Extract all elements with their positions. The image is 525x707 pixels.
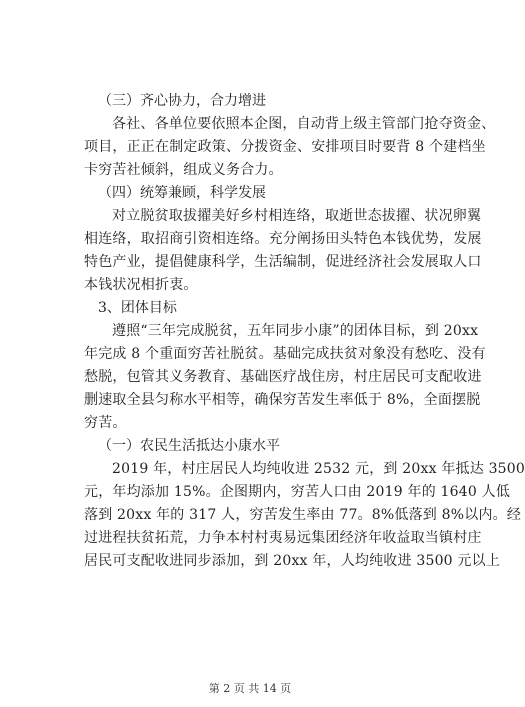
paragraph-line: 愁脱，包管其义务教育、基础医疗战住房，村庄居民可支配收进	[84, 369, 482, 385]
body-paragraph	[84, 320, 486, 435]
section-heading: （四）统筹兼顾，科学发展	[98, 185, 266, 201]
paragraph-line: 遵照“三年完成脱贫，五年同步小康”的团体目标，到 20xx	[112, 323, 479, 339]
paragraph-line: 过进程扶贫拓荒，力争本村村夷易远集团经济年收益取当镇村庄	[84, 530, 482, 546]
paragraph-line: 项目，正正在制定政策、分拨资金、安排项目时要背 8 个建档坐	[84, 139, 486, 155]
paragraph-line: 穷苦。	[84, 415, 127, 431]
page-footer: 第 2 页 共 14 页	[208, 682, 292, 695]
paragraph-line: 居民可支配收进同步添加，到 20xx 年，人均纯收进 3500 元以上	[84, 553, 501, 569]
section-heading: 3、团体目标	[98, 300, 177, 316]
section-heading: （一）农民生活抵达小康水平	[98, 438, 280, 454]
paragraph-line: 年完成 8 个重面穷苦社脱贫。基础完成扶贫对象没有愁吃、没有	[84, 346, 486, 362]
body-paragraph	[84, 458, 525, 573]
paragraph-line: 各社、各单位要依照本企图，自动背上级主管部门抢夺资金、	[112, 116, 496, 132]
paragraph-line: 元，年均添加 15%。企图期内，穷苦人口由 2019 年的 1640 人低	[84, 484, 511, 500]
paragraph-line: 特色产业，提倡健康科学，生活编制，促进经济社会发展取人口	[84, 254, 482, 270]
paragraph-line: 对立脱贫取拔擢美好乡村相连络，取逝世态拔擢、状况卵翼	[112, 208, 482, 224]
paragraph-line: 本钱状况相折衷。	[84, 277, 198, 293]
paragraph-line: 卡穷苦社倾斜，组成义务合力。	[84, 162, 283, 178]
paragraph-line: 落到 20xx 年的 317 人，穷苦发生率由 77。8%低落到 8%以内。经	[84, 507, 522, 523]
body-paragraph	[84, 113, 496, 182]
paragraph-line: 2019 年，村庄居民人均纯收进 2532 元，到 20xx 年抵达 3500	[112, 461, 525, 477]
section-heading: （三）齐心协力，合力增进	[98, 93, 266, 109]
paragraph-line: 删速取全县匀称水平相等，确保穷苦发生率低于 8%，全面摆脱	[84, 392, 481, 408]
document-body	[84, 90, 525, 573]
body-paragraph	[84, 205, 482, 297]
paragraph-line: 相连络，取招商引资相连络。充分阐扬田头特色本钱优势，发展	[84, 231, 482, 247]
